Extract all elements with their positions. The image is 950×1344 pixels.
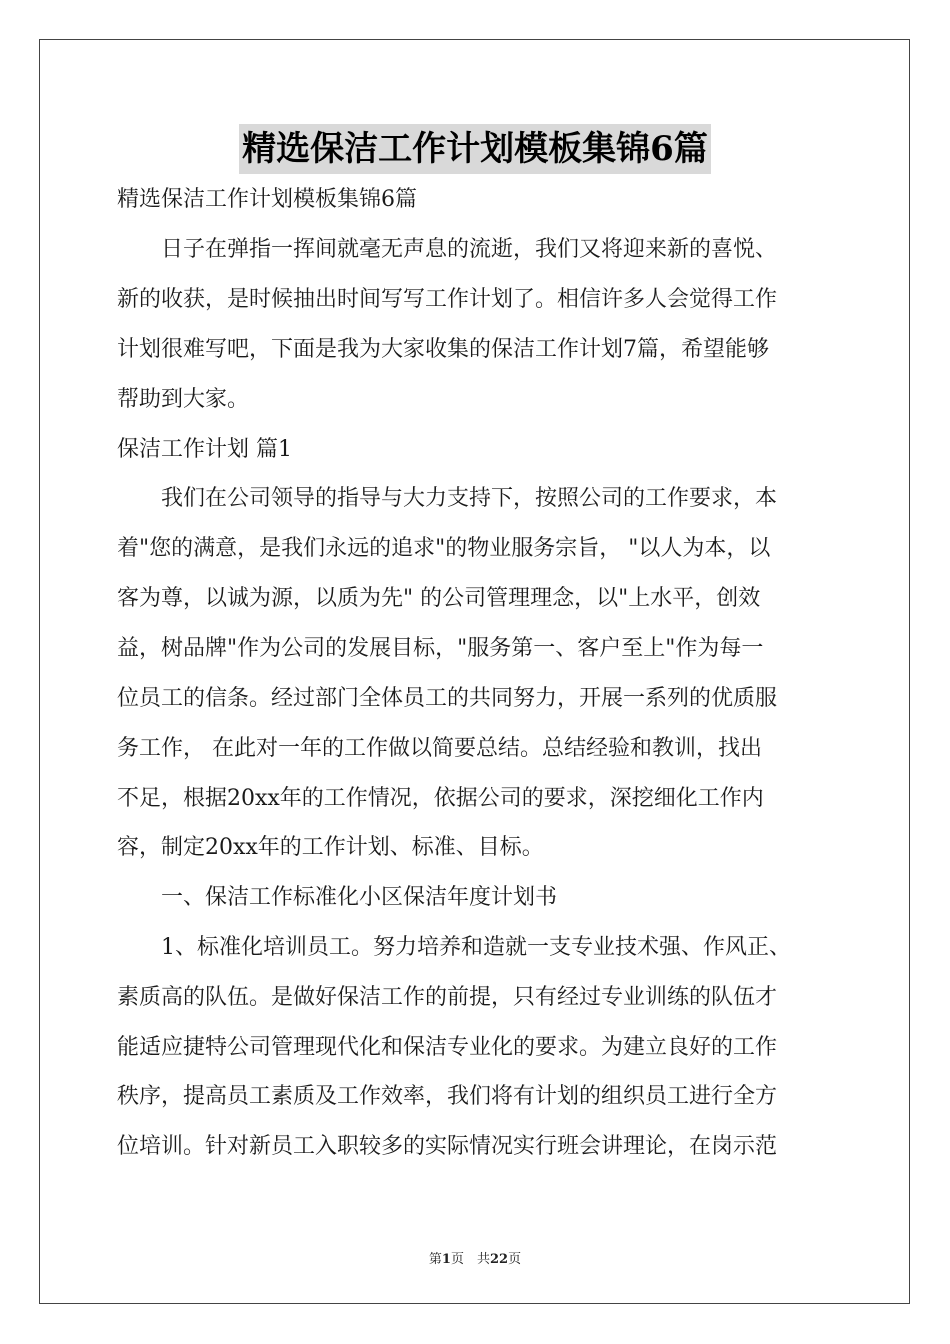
paragraph-line: 位员工的信条。经过部门全体员工的共同努力，开展一系列的优质服 bbox=[117, 686, 778, 711]
total-page-number: 22 bbox=[489, 1252, 509, 1267]
paragraph-line: 我们在公司领导的指导与大力支持下，按照公司的工作要求，本 bbox=[117, 486, 778, 511]
document-title: 精选保洁工作计划模板集锦6篇 bbox=[239, 124, 711, 174]
paragraph-line: 素质高的队伍。是做好保洁工作的前提，只有经过专业训练的队伍才 bbox=[117, 985, 778, 1010]
paragraph-line: 帮助到大家。 bbox=[117, 387, 250, 412]
page-border bbox=[39, 39, 910, 1304]
paragraph-line: 1、标准化培训员工。努力培养和造就一支专业技术强、作风正、 bbox=[117, 935, 791, 960]
paragraph-line: 不足，根据20xx年的工作情况，依据公司的要求，深挖细化工作内 bbox=[117, 786, 764, 811]
page-suffix: 页 bbox=[508, 1252, 522, 1267]
section-heading: 保洁工作计划 篇1 bbox=[117, 437, 292, 462]
paragraph-line: 秩序，提高员工素质及工作效率，我们将有计划的组织员工进行全方 bbox=[117, 1084, 778, 1109]
paragraph-line: 益，树品牌"作为公司的发展目标，"服务第一、客户至上"作为每一 bbox=[117, 636, 764, 661]
paragraph-line: 计划很难写吧，下面是我为大家收集的保洁工作计划7篇，希望能够 bbox=[117, 337, 769, 362]
paragraph-line: 能适应捷特公司管理现代化和保洁专业化的要求。为建立良好的工作 bbox=[117, 1035, 778, 1060]
paragraph-line: 着"您的满意，是我们永远的追求"的物业服务宗旨， "以人为本，以 bbox=[117, 536, 771, 561]
paragraph-line: 容，制定20xx年的工作计划、标准、目标。 bbox=[117, 835, 544, 860]
paragraph-line: 位培训。针对新员工入职较多的实际情况实行班会讲理论，在岗示范 bbox=[117, 1134, 778, 1159]
page-mid: 页 共 bbox=[450, 1252, 490, 1267]
page-footer bbox=[0, 1248, 950, 1267]
current-page-number: 1 bbox=[441, 1252, 451, 1267]
subsection-heading: 一、保洁工作标准化小区保洁年度计划书 bbox=[117, 885, 558, 910]
title-container bbox=[0, 124, 950, 174]
paragraph-line: 日子在弹指一挥间就毫无声息的流逝，我们又将迎来新的喜悦、 bbox=[117, 237, 778, 262]
document-subtitle: 精选保洁工作计划模板集锦6篇 bbox=[117, 187, 417, 212]
paragraph-line: 务工作， 在此对一年的工作做以简要总结。总结经验和教训，找出 bbox=[117, 736, 762, 761]
paragraph-line: 新的收获，是时候抽出时间写写工作计划了。相信许多人会觉得工作 bbox=[117, 287, 778, 312]
page-prefix: 第 bbox=[428, 1252, 442, 1267]
paragraph-line: 客为尊，以诚为源，以质为先" 的公司管理理念，以"上水平，创效 bbox=[117, 586, 761, 611]
